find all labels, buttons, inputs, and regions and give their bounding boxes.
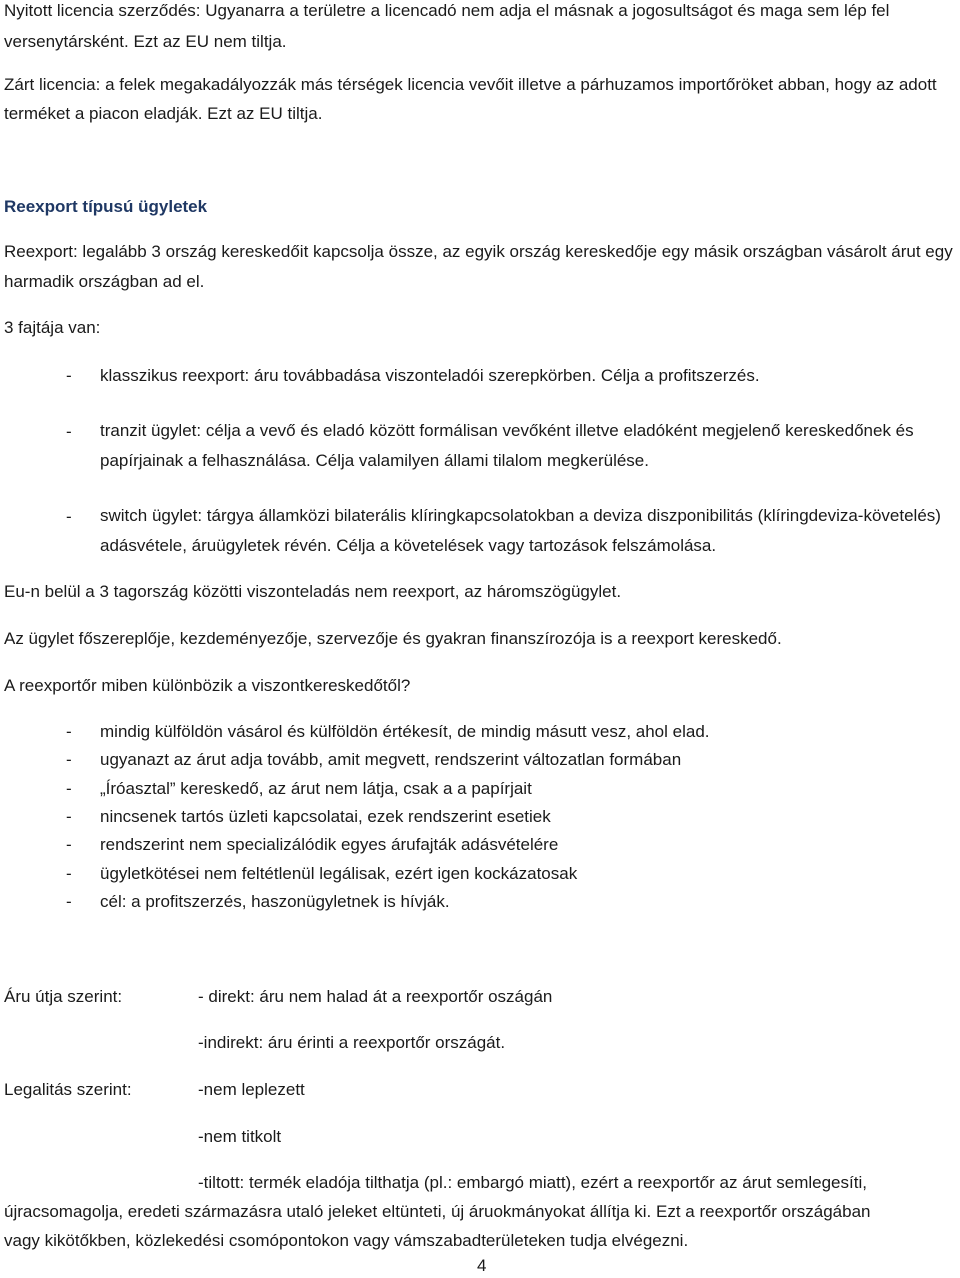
legality-forbidden-continued: újracsomagolja, eredeti származásra utaló jeleket eltünteti, új áruokmányokat állítja ki. Ezt a reexportőr országában	[4, 1202, 871, 1221]
list-item: mindig külföldön vásárol és külföldön értékesít, de mindig másutt vesz, ahol elad.	[100, 722, 710, 741]
paragraph-main-actor: Az ügylet főszereplője, kezdeményezője, szervezője és gyakran finanszírozója is a reexport kereskedő.	[4, 629, 782, 648]
route-indirect: -indirekt: áru érinti a reexportőr országát.	[198, 1033, 506, 1052]
legality-label: Legalitás szerint:	[4, 1080, 132, 1099]
list-bullet: -	[66, 807, 72, 826]
paragraph-open-licence: Nyitott licencia szerződés: Ugyanarra a területre a licencadó nem adja el másnak a jogosultságot és maga sem lép fel versenytársként. Ezt az EU nem tiltja.	[4, 1, 890, 51]
list-item: rendszerint nem specializálódik egyes árufajták adásvételére	[100, 835, 559, 854]
list-item: cél: a profitszerzés, haszonügyletnek is hívják.	[100, 892, 450, 911]
route-label: Áru útja szerint:	[4, 987, 123, 1006]
list-item: „Íróasztal” kereskedő, az árut nem látja, csak a a papírjait	[100, 779, 532, 798]
list-item: ugyanazt az árut adja tovább, amit megvett, rendszerint változatlan formában	[100, 750, 682, 769]
list-bullet: -	[66, 366, 72, 385]
list-bullet: -	[66, 864, 72, 883]
paragraph-closed-licence: Zárt licencia: a felek megakadályozzák más térségek licencia vevőit illetve a párhuzamos importőröket abban, hogy az adott terméket a piacon eladják. Ezt az EU tiltja.	[4, 75, 937, 123]
list-bullet: -	[66, 722, 72, 741]
legality-forbidden: -tiltott: termék eladója tilthatja (pl.: embargó miatt), ezért a reexportőr az árut semlegesíti,	[198, 1173, 867, 1192]
section-heading: Reexport típusú ügyletek	[4, 197, 208, 216]
list-item: tranzit ügylet: célja a vevő és eladó között formálisan vevőként illetve eladóként megjelenő kereskedőnek és papírjainak a felhasználása. Célja valamilyen állami tilalom megkerülése.	[100, 421, 914, 470]
list-item: klasszikus reexport: áru továbbadása viszonteladói szerepkörben. Célja a profitszerzés.	[100, 366, 760, 385]
list-bullet: -	[66, 892, 72, 911]
list-bullet: -	[66, 779, 72, 798]
paragraph-difference-question: A reexportőr miben különbözik a viszontkereskedőtől?	[4, 676, 411, 695]
paragraph-triangle-trade: Eu-n belül a 3 tagország közötti viszonteladás nem reexport, az háromszögügylet.	[4, 582, 622, 601]
page-number: 4	[477, 1256, 487, 1275]
list-item: switch ügylet: tárgya államközi bilaterális klíringkapcsolatokban a deviza diszponibilitás (klíringdeviza-követelés) adásvétele, áruügyletek révén. Célja a követelések vagy tartozások felszámolása.	[100, 506, 941, 555]
route-direct: - direkt: áru nem halad át a reexportőr oszágán	[198, 987, 553, 1006]
list-item: nincsenek tartós üzleti kapcsolatai, ezek rendszerint esetiek	[100, 807, 551, 826]
paragraph-types-intro: 3 fajtája van:	[4, 318, 101, 337]
list-bullet: -	[66, 750, 72, 769]
legality-not-concealed: -nem leplezett	[198, 1080, 305, 1099]
list-bullet: -	[66, 835, 72, 854]
list-item: ügyletkötései nem feltétlenül legálisak, ezért igen kockázatosak	[100, 864, 578, 883]
paragraph-reexport-definition: Reexport: legalább 3 ország kereskedőit kapcsolja össze, az egyik ország kereskedője egy másik országban vásárolt árut egy harmadik országban ad el.	[4, 242, 953, 291]
list-bullet: -	[66, 422, 72, 441]
list-bullet: -	[66, 507, 72, 526]
legality-forbidden-continued-2: vagy kikötőkben, közlekedési csomópontokon vagy vámszabadterületeken tudja elvégezni.	[4, 1231, 689, 1250]
legality-not-hidden: -nem titkolt	[198, 1127, 282, 1146]
